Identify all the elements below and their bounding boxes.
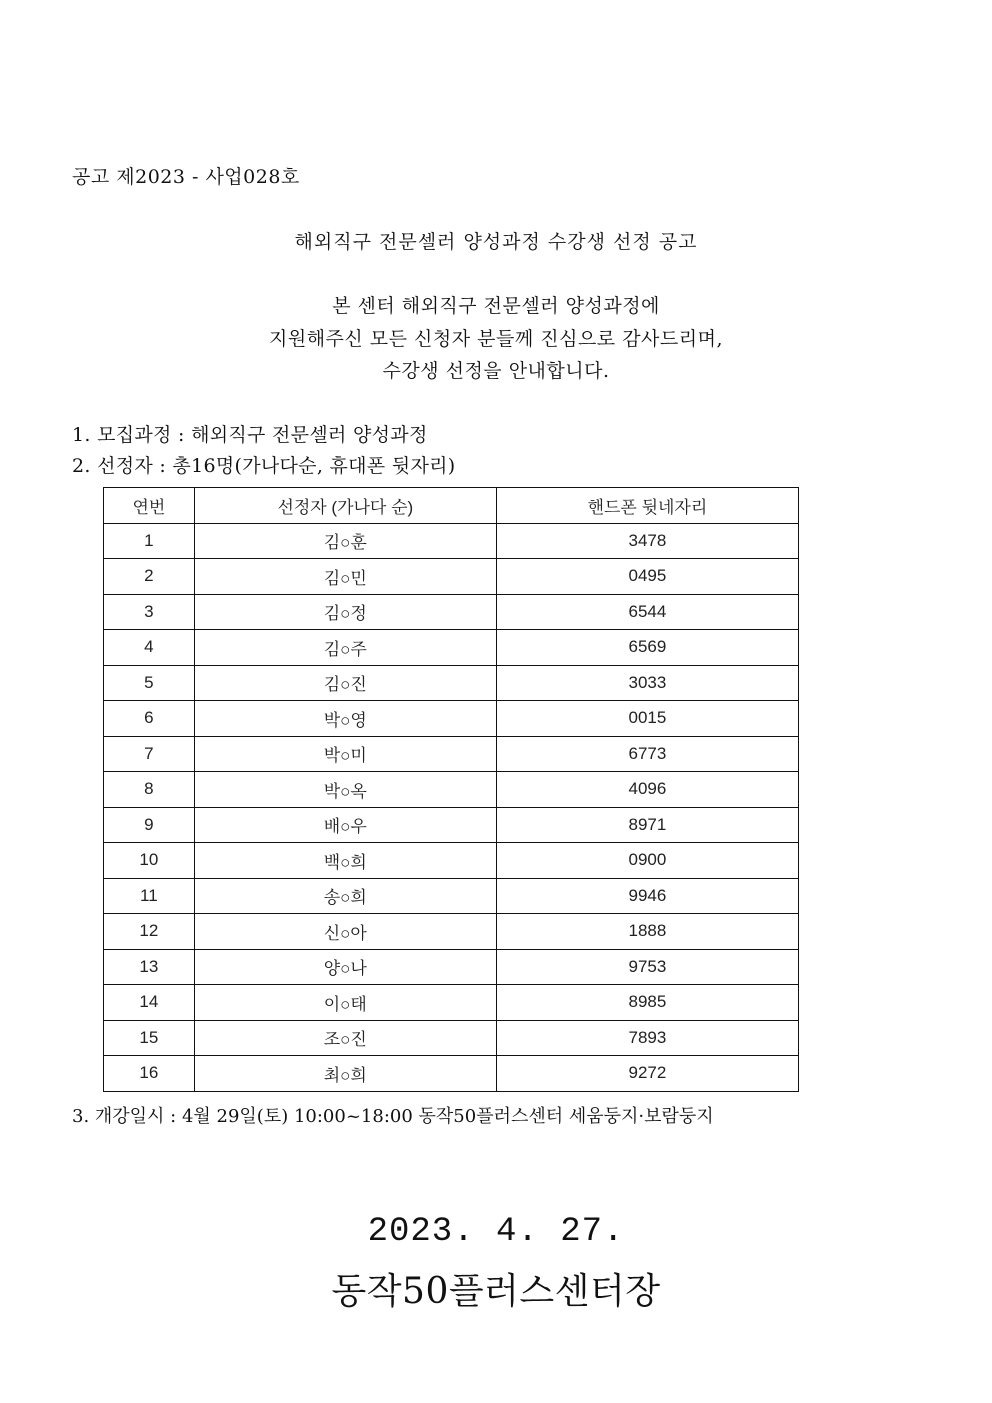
cell-name: 신○아 [194,914,496,950]
header-name: 선정자 (가나다 순) [194,488,496,524]
cell-name: 김○진 [194,665,496,701]
cell-number: 9 [104,807,195,843]
cell-name: 김○주 [194,630,496,666]
cell-phone: 6544 [496,594,798,630]
cell-name: 백○희 [194,843,496,879]
table-row [104,1020,799,1056]
header-number: 연번 [104,488,195,524]
cell-phone: 0900 [496,843,798,879]
cell-name: 김○정 [194,594,496,630]
cell-number: 4 [104,630,195,666]
intro-line: 본 센터 해외직구 전문셀러 양성과정에 [332,295,660,317]
cell-phone: 1888 [496,914,798,950]
table-row [104,985,799,1021]
cell-name: 김○훈 [194,523,496,559]
item-course: 1. 모집과정 : 해외직구 전문셀러 양성과정 [72,424,428,446]
cell-phone: 6569 [496,630,798,666]
table-row [104,772,799,808]
table-row [104,594,799,630]
cell-phone: 0495 [496,559,798,595]
intro-paragraph [0,290,992,388]
signer: 동작50플러스센터장 [331,1271,661,1312]
cell-number: 13 [104,949,195,985]
cell-name: 박○미 [194,736,496,772]
table-row [104,843,799,879]
document-title: 해외직구 전문셀러 양성과정 수강생 선정 공고 [294,231,698,253]
table-row [104,914,799,950]
table-row [104,736,799,772]
cell-number: 5 [104,665,195,701]
cell-number: 14 [104,985,195,1021]
cell-name: 김○민 [194,559,496,595]
item-start-date: 3. 개강일시 : 4월 29일(토) 10:00~18:00 동작50플러스센터 세움둥지·보람둥지 [72,1106,714,1127]
cell-number: 6 [104,701,195,737]
cell-number: 12 [104,914,195,950]
cell-phone: 4096 [496,772,798,808]
cell-name: 이○태 [194,985,496,1021]
table-row [104,523,799,559]
cell-phone: 9272 [496,1056,798,1092]
cell-phone: 9753 [496,949,798,985]
table-row [104,1056,799,1092]
cell-phone: 7893 [496,1020,798,1056]
cell-phone: 8985 [496,985,798,1021]
intro-line: 지원해주신 모든 신청자 분들께 진심으로 감사드리며, [268,327,724,350]
cell-name: 배○우 [194,807,496,843]
table-row [104,559,799,595]
table-row [104,665,799,701]
table-header-row [104,488,799,524]
cell-name: 최○희 [194,1056,496,1092]
cell-name: 박○옥 [194,772,496,808]
cell-phone: 3033 [496,665,798,701]
cell-phone: 3478 [496,523,798,559]
table-row [104,807,799,843]
cell-phone: 0015 [496,701,798,737]
cell-number: 16 [104,1056,195,1092]
selection-table [103,487,799,1092]
cell-number: 1 [104,523,195,559]
cell-number: 3 [104,594,195,630]
table-row [104,630,799,666]
table-row [104,878,799,914]
header-phone: 핸드폰 뒷네자리 [496,488,798,524]
cell-phone: 6773 [496,736,798,772]
cell-name: 박○영 [194,701,496,737]
cell-number: 2 [104,559,195,595]
cell-name: 송○희 [194,878,496,914]
table-row [104,949,799,985]
table-row [104,701,799,737]
item-selected-count: 2. 선정자 : 총16명(가나다순, 휴대폰 뒷자리) [72,455,456,477]
cell-number: 10 [104,843,195,879]
cell-number: 8 [104,772,195,808]
issue-date: 2023. 4. 27. [367,1213,625,1251]
cell-phone: 9946 [496,878,798,914]
cell-number: 7 [104,736,195,772]
cell-phone: 8971 [496,807,798,843]
cell-name: 조○진 [194,1020,496,1056]
cell-name: 양○나 [194,949,496,985]
cell-number: 15 [104,1020,195,1056]
intro-line: 수강생 선정을 안내합니다. [382,360,610,382]
notice-number: 공고 제2023 - 사업028호 [72,166,300,188]
cell-number: 11 [104,878,195,914]
